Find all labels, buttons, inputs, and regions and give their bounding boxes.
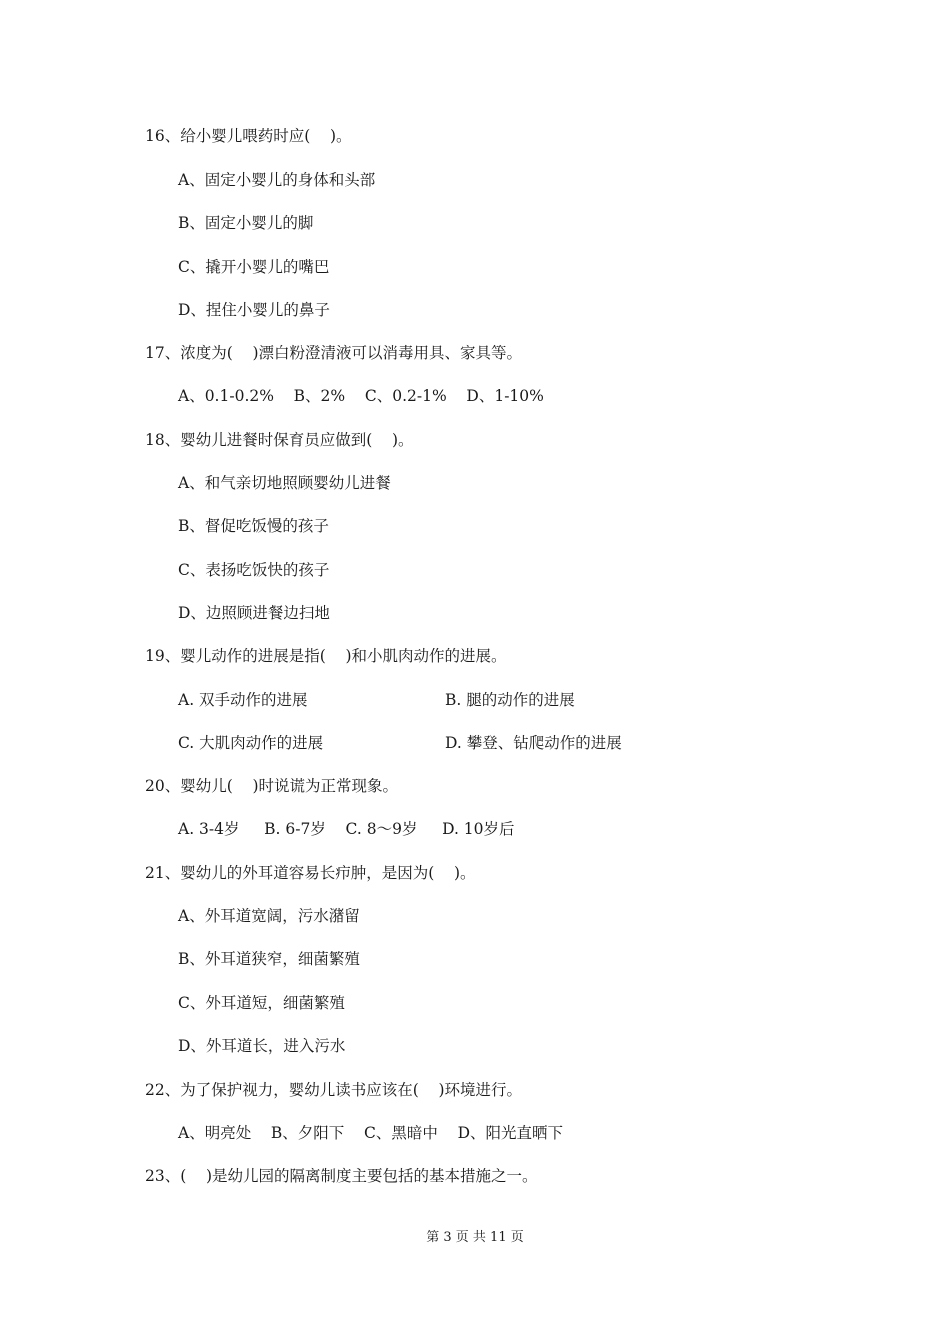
option-16a: A、固定小婴儿的身体和头部 [178,171,376,189]
option-18d: D、边照顾进餐边扫地 [178,604,330,622]
option-16b: B、固定小婴儿的脚 [178,214,314,232]
option-18c: C、表扬吃饭快的孩子 [178,561,330,579]
options-17: A、0.1-0.2% B、2% C、0.2-1% D、1-10% [178,387,544,405]
option-19b: B. 腿的动作的进展 [445,691,575,709]
question-16: 16、给小婴儿喂药时应( )。 [145,127,352,145]
option-18b: B、督促吃饭慢的孩子 [178,517,329,535]
question-17: 17、浓度为( )漂白粉澄清液可以消毒用具、家具等。 [145,344,523,362]
option-21b: B、外耳道狭窄，细菌繁殖 [178,950,360,968]
options-22: A、明亮处 B、夕阳下 C、黑暗中 D、阳光直晒下 [178,1124,563,1142]
option-21a: A、外耳道宽阔，污水潴留 [178,907,360,925]
page-footer: 第 3 页 共 11 页 [426,1230,524,1245]
option-21d: D、外耳道长，进入污水 [178,1037,346,1055]
option-21c: C、外耳道短，细菌繁殖 [178,994,345,1012]
options-20: A. 3-4岁 B. 6-7岁 C. 8～9岁 D. 10岁后 [178,820,515,838]
question-21: 21、婴幼儿的外耳道容易长疖肿，是因为( )。 [145,864,476,882]
question-20: 20、婴幼儿( )时说谎为正常现象。 [145,777,399,795]
option-19d: D. 攀登、钻爬动作的进展 [445,734,622,752]
option-18a: A、和气亲切地照顾婴幼儿进餐 [178,474,391,492]
question-19: 19、婴儿动作的进展是指( )和小肌肉动作的进展。 [145,647,507,665]
option-19a: A. 双手动作的进展 [178,691,308,709]
question-18: 18、婴幼儿进餐时保育员应做到( )。 [145,431,414,449]
option-16c: C、撬开小婴儿的嘴巴 [178,258,330,276]
option-19c: C. 大肌肉动作的进展 [178,734,324,752]
question-23: 23、( )是幼儿园的隔离制度主要包括的基本措施之一。 [145,1167,538,1185]
question-22: 22、为了保护视力，婴幼儿读书应该在( )环境进行。 [145,1081,523,1099]
option-16d: D、捏住小婴儿的鼻子 [178,301,330,319]
